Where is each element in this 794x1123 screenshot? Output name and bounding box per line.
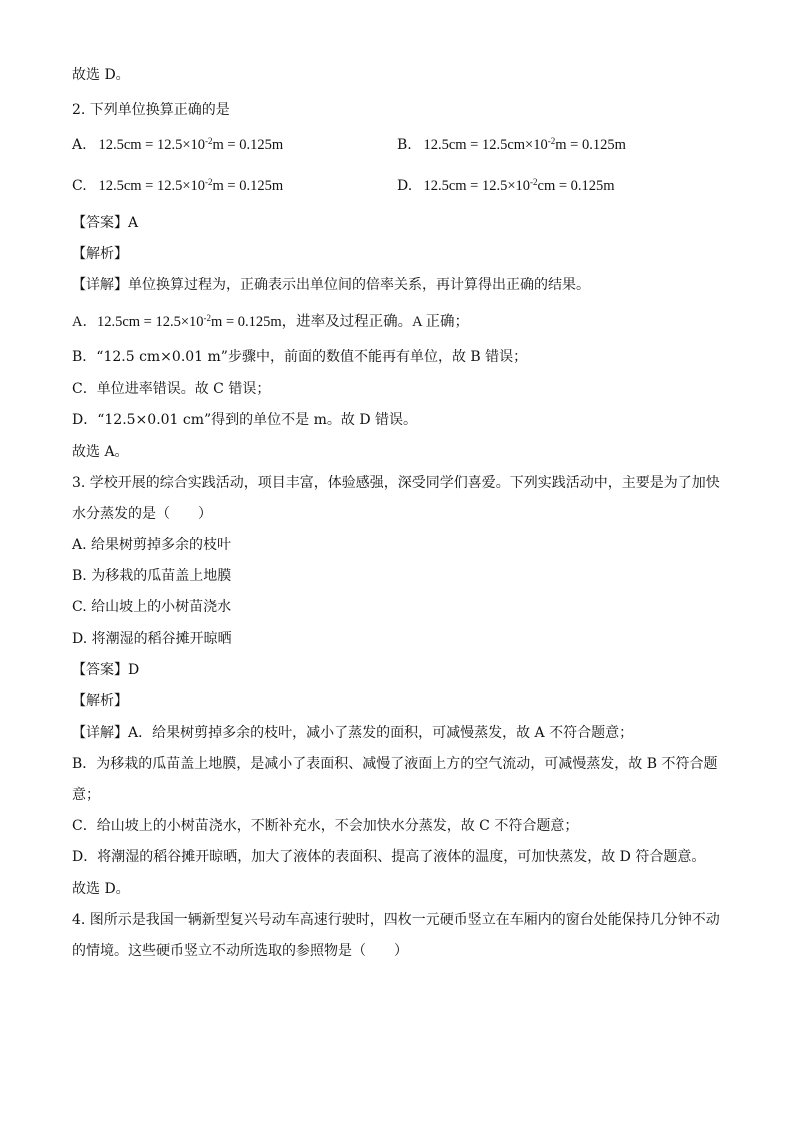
option-letter: B.	[397, 137, 412, 153]
q2-answer: 【答案】A	[72, 215, 139, 231]
q2-option-c	[72, 177, 283, 195]
q2-analysis-heading: 【解析】	[72, 246, 128, 262]
option-letter: D.	[397, 178, 413, 194]
q3-detail-b-cont: 意；	[72, 787, 100, 803]
q3-detail-b: B．为移栽的瓜苗盖上地膜，是减小了表面积、减慢了液面上方的空气流动，可减慢蒸发，故 B 不符合题	[72, 756, 718, 772]
q3-option-a: A. 给果树剪掉多余的枝叶	[72, 537, 232, 553]
q3-analysis-heading: 【解析】	[72, 693, 128, 709]
q3-detail-c: C．给山坡上的小树苗浇水，不断补充水，不会加快水分蒸发，故 C 不符合题意；	[72, 818, 579, 834]
q4-stem-line1: 4. 图所示是我国一辆新型复兴号动车高速行驶时，四枚一元硬币竖立在车厢内的窗台处能保持几分钟不动	[72, 912, 720, 928]
q2-explain-a: A．$12.5cm = 12.5\times 10^{-2}m = 0.125m$，进率及过程正确。A 正确；	[72, 313, 469, 330]
q3-answer: 【答案】D	[72, 662, 140, 678]
q2-option-a	[72, 136, 283, 154]
q1-conclusion: 故选 D。	[72, 67, 130, 83]
option-formula: $12.5cm = 12.5\times 10^{-2}m = 0.125m$	[98, 177, 284, 194]
q3-detail-a: 【详解】A．给果树剪掉多余的枝叶，减小了蒸发的面积，可减慢蒸发，故 A 不符合题意；	[72, 725, 634, 741]
option-letter: C.	[72, 178, 87, 194]
q3-detail-d: D．将潮湿的稻谷摊开晾晒，加大了液体的表面积、提高了液体的温度，可加快蒸发，故 D 符合题意。	[72, 849, 706, 865]
option-formula: $12.5cm = 12.5cm\times 10^{-2}m = 0.125m$	[423, 136, 626, 153]
option-letter: A.	[72, 137, 87, 153]
option-formula: $12.5cm = 12.5\times 10^{-2}cm = 0.125m$	[423, 177, 615, 194]
q3-stem-line1: 3. 学校开展的综合实践活动，项目丰富，体验感强，深受同学们喜爱。下列实践活动中，主要是为了加快	[72, 475, 720, 491]
q3-option-d: D. 将潮湿的稻谷摊开晾晒	[72, 631, 232, 647]
q2-explain-c: C．单位进率错误。故 C 错误；	[72, 381, 271, 397]
q3-conclusion: 故选 D。	[72, 881, 130, 897]
q2-option-d	[397, 177, 615, 195]
q3-option-c: C. 给山坡上的小树苗浇水	[72, 599, 232, 615]
q2-detail: 【详解】单位换算过程为，正确表示出单位间的倍率关系，再计算得出正确的结果。	[72, 277, 590, 293]
q3-option-b: B. 为移栽的瓜苗盖上地膜	[72, 568, 232, 584]
q2-stem: 2. 下列单位换算正确的是	[72, 102, 230, 118]
q2-conclusion: 故选 A。	[72, 444, 129, 460]
q2-explain-d: D．“12.5×0.01 cm”得到的单位不是 m。故 D 错误。	[72, 412, 418, 428]
q2-explain-b: B．“12.5 cm×0.01 m”步骤中，前面的数值不能再有单位，故 B 错误；	[72, 349, 528, 365]
q3-stem-line2: 水分蒸发的是（ ）	[72, 506, 212, 522]
q2-option-b	[397, 136, 626, 154]
q4-stem-line2: 的情境。这些硬币竖立不动所选取的参照物是（ ）	[72, 943, 408, 959]
option-formula: $12.5cm = 12.5\times 10^{-2}m = 0.125m$	[98, 136, 284, 153]
